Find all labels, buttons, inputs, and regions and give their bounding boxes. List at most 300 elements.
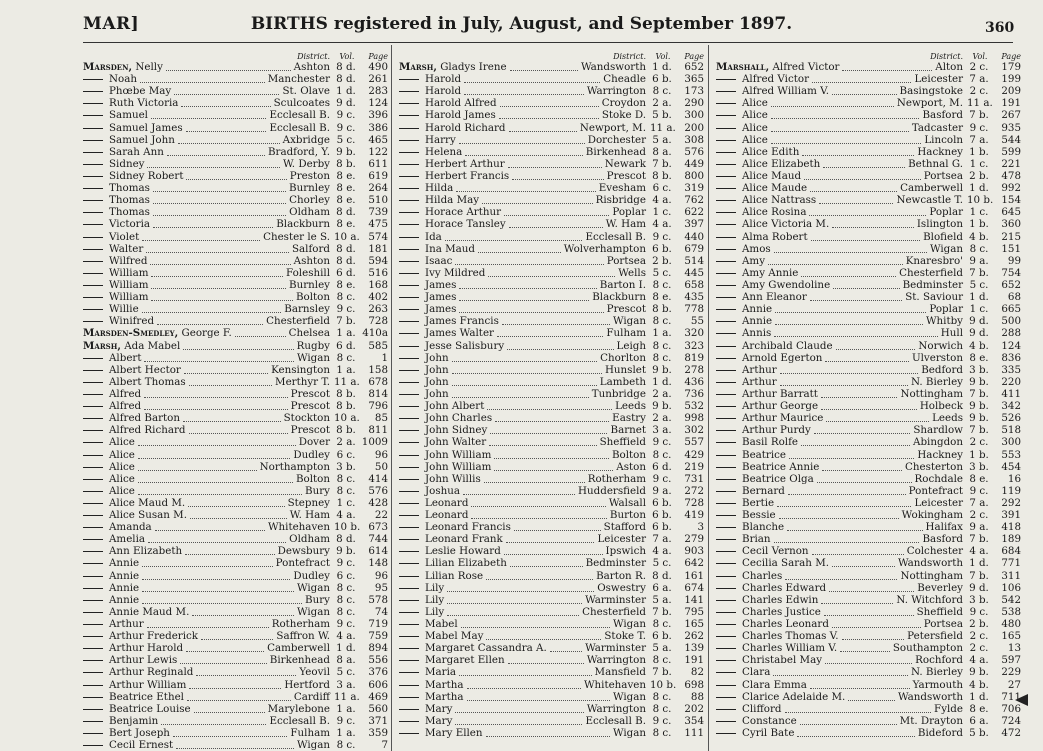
leader-dots	[810, 182, 897, 192]
entry-name	[425, 594, 444, 606]
leader-dots	[825, 654, 912, 664]
leader-dots	[185, 545, 275, 555]
district: Wandsworth	[580, 61, 646, 73]
page-ref: 342	[1001, 400, 1021, 413]
ditto-dash	[716, 624, 736, 625]
leader-dots	[771, 134, 921, 144]
forename: Arthur	[109, 618, 144, 631]
volume: 8 c.	[336, 739, 356, 751]
index-entry	[399, 691, 704, 703]
volume: 1 d.	[969, 557, 989, 570]
leader-dots	[447, 594, 582, 604]
ditto-dash	[716, 358, 736, 359]
entry-name	[109, 412, 180, 424]
district: Warrington	[586, 654, 646, 667]
leader-dots	[455, 703, 584, 713]
index-entry	[83, 666, 388, 678]
entry-name	[109, 134, 175, 146]
forename: Alice Maud M.	[109, 496, 186, 509]
ditto-dash	[83, 115, 103, 116]
ditto-dash	[83, 515, 103, 516]
district: Rugby	[296, 339, 330, 352]
column-divider	[391, 45, 392, 751]
ditto-dash	[83, 188, 103, 189]
entry-name	[742, 400, 818, 412]
entry-name	[109, 376, 186, 388]
ditto-dash	[716, 648, 736, 649]
district: St. Olave	[282, 85, 330, 98]
ditto-dash	[399, 358, 419, 359]
page-ref: 795	[684, 605, 704, 618]
forename: Charles William V.	[742, 642, 838, 655]
district: Wolverhampton	[563, 242, 646, 255]
index-entry	[716, 243, 1021, 255]
entry-name	[109, 436, 135, 448]
entry-name	[742, 727, 794, 739]
leader-dots	[774, 327, 938, 337]
index-entry	[83, 61, 388, 73]
ditto-dash	[399, 503, 419, 504]
page-ref: 320	[684, 327, 704, 340]
ditto-dash	[399, 467, 419, 468]
index-entry	[716, 194, 1021, 206]
volume: 4 b.	[969, 230, 989, 243]
volume: 7 b.	[652, 157, 672, 170]
page-ref: 191	[1001, 97, 1021, 110]
forename: Christabel May	[742, 654, 823, 667]
forename: Arthur Purdy	[742, 424, 811, 437]
ditto-dash	[83, 79, 103, 80]
volume: 1 b.	[969, 145, 989, 158]
leader-dots	[508, 654, 584, 664]
forename: Blanche	[742, 521, 785, 534]
ditto-dash	[399, 285, 419, 286]
leader-dots	[848, 691, 895, 701]
volume: 8 a.	[652, 145, 672, 158]
district: Merthyr T.	[275, 375, 330, 388]
volume: 9 b.	[336, 545, 356, 558]
index-entry	[716, 424, 1021, 436]
ditto-dash	[83, 430, 103, 431]
page-ref: 836	[1001, 351, 1021, 364]
forename: Mary	[425, 702, 453, 715]
forename: Lily	[425, 581, 445, 594]
ditto-dash	[399, 709, 419, 710]
volume: 2 c.	[969, 436, 989, 449]
district: Shardlow	[913, 424, 963, 437]
entry-name	[425, 109, 496, 121]
index-entry	[83, 146, 388, 158]
district: Ipswich	[605, 545, 646, 558]
ditto-dash	[399, 128, 419, 129]
page-ref: 7	[381, 739, 388, 751]
district: Bradford, Y.	[267, 145, 330, 158]
volume: 5 b.	[969, 727, 989, 740]
leader-dots	[144, 352, 294, 362]
page-ref: 469	[368, 690, 388, 703]
district: Leeds	[932, 412, 963, 425]
index-entry	[83, 642, 388, 654]
forename: Sarah Ann	[109, 145, 164, 158]
forename: Walter	[109, 242, 144, 255]
district: Ecclesall B.	[585, 714, 646, 727]
forename: Brian	[742, 533, 771, 546]
ditto-dash	[716, 600, 736, 601]
index-entry	[399, 703, 704, 715]
district: Poplar	[612, 206, 646, 219]
volume: 1 b.	[969, 448, 989, 461]
entry-name	[425, 666, 456, 678]
page-ref: 478	[1001, 169, 1021, 182]
forename: Harold Alfred	[425, 97, 497, 110]
page-ref: 209	[1001, 85, 1021, 98]
leader-dots	[509, 218, 603, 228]
volume: 8 e.	[969, 702, 989, 715]
volume: 5 c.	[969, 278, 989, 291]
leader-dots	[184, 364, 268, 374]
leader-dots	[146, 243, 289, 253]
page-ref: 516	[368, 266, 388, 279]
entry-name	[425, 497, 468, 509]
forename: Joshua	[425, 484, 461, 497]
ditto-dash	[716, 733, 736, 734]
index-entry	[716, 267, 1021, 279]
entry-name	[742, 473, 814, 485]
forename: Alfred Victor	[772, 61, 840, 73]
volume: 8 e.	[652, 291, 672, 304]
entry-name	[109, 739, 173, 751]
district: Ecclesall B.	[269, 714, 330, 727]
leader-dots	[771, 109, 919, 119]
volume: 8 c.	[652, 690, 672, 703]
volume: 5 b.	[652, 109, 672, 122]
ditto-dash	[716, 224, 736, 225]
index-entry	[399, 497, 704, 509]
district: Camberwell	[900, 182, 963, 195]
district: Kensington	[271, 363, 330, 376]
district: Fylde	[934, 702, 963, 715]
index-entry	[83, 255, 388, 267]
volume: 8 c.	[336, 472, 356, 485]
page-ref: 819	[684, 351, 704, 364]
entry-name	[109, 691, 184, 703]
district: Burnley	[289, 182, 330, 195]
volume: 9 c.	[652, 230, 672, 243]
leader-dots	[459, 279, 597, 289]
index-entry	[399, 666, 704, 678]
district: Ecclesall B.	[269, 109, 330, 122]
entry-name	[425, 364, 449, 376]
index-entry	[399, 388, 704, 400]
leader-dots	[189, 376, 272, 386]
district: Dover	[298, 436, 330, 449]
forename: Amy	[742, 254, 766, 267]
entry-name	[425, 291, 456, 303]
leader-dots	[445, 231, 582, 241]
entry-name	[425, 654, 505, 666]
index-entry	[83, 85, 388, 97]
volume: 1 c.	[969, 303, 989, 316]
forename: Alma Robert	[742, 230, 808, 243]
district: Aston	[616, 460, 646, 473]
ditto-dash	[716, 576, 736, 577]
volume: 11 a.	[650, 121, 676, 134]
entry-name	[425, 388, 449, 400]
ditto-dash	[716, 588, 736, 589]
entry-name	[109, 194, 150, 206]
page-ref: 645	[1001, 206, 1021, 219]
forename: Sidney Robert	[109, 169, 184, 182]
ditto-dash	[716, 503, 736, 504]
page-ref: 526	[1001, 412, 1021, 425]
index-entry	[399, 642, 704, 654]
ditto-dash	[716, 91, 736, 92]
leader-dots	[456, 182, 596, 192]
leader-dots	[467, 691, 610, 701]
entry-name	[742, 194, 816, 206]
district: Hull	[940, 327, 963, 340]
page-ref: 998	[684, 412, 704, 425]
leader-dots	[842, 61, 932, 71]
volume: 9 a.	[652, 484, 672, 497]
entry-name	[83, 340, 180, 352]
leader-dots	[484, 473, 585, 483]
index-entry	[399, 630, 704, 642]
ditto-dash	[83, 321, 103, 322]
district: Yarmouth	[912, 678, 963, 691]
ditto-dash	[399, 491, 419, 492]
volume: 8 c.	[652, 727, 672, 740]
volume: 2 c.	[969, 509, 989, 522]
ditto-dash	[716, 164, 736, 165]
forename: Maria	[425, 666, 457, 679]
district: Burnley	[289, 278, 330, 291]
volume: 6 a.	[652, 581, 672, 594]
volume: 4 a.	[652, 194, 672, 207]
surname: Marsden-Smedley,	[83, 327, 179, 340]
district: Colchester	[906, 545, 963, 558]
forename: Arnold Egerton	[742, 351, 823, 364]
entry-name	[425, 679, 464, 691]
volume: 5 a.	[652, 593, 672, 606]
leader-dots	[826, 412, 929, 422]
page-ref: 475	[368, 218, 388, 231]
ditto-dash	[399, 164, 419, 165]
index-entry	[716, 61, 1021, 73]
index-entry	[716, 327, 1021, 339]
entry-name	[742, 582, 826, 594]
district: Sheffield	[916, 605, 963, 618]
index-entry	[716, 400, 1021, 412]
district: Axbridge	[282, 133, 330, 146]
leader-dots	[771, 122, 909, 132]
index-entry	[399, 424, 704, 436]
forename: Arthur William	[109, 678, 187, 691]
volume: 10 a.	[334, 412, 360, 425]
forename: Harold James	[425, 109, 496, 122]
page-ref: 658	[684, 278, 704, 291]
page-ref: 606	[368, 678, 388, 691]
index-entry	[83, 327, 388, 339]
leader-dots	[187, 691, 291, 701]
index-entry	[399, 545, 704, 557]
volume: 8 a.	[336, 654, 356, 667]
leader-dots	[459, 134, 585, 144]
index-entry	[83, 279, 388, 291]
district: Cardiff	[293, 690, 330, 703]
forename: William	[109, 291, 149, 304]
district: Saffron W.	[276, 630, 330, 643]
index-entry	[716, 97, 1021, 109]
index-column-3	[716, 45, 1021, 751]
leader-dots	[180, 654, 267, 664]
entry-name	[425, 327, 494, 339]
index-entry	[716, 557, 1021, 569]
arrow-pointer-icon	[1015, 694, 1028, 706]
index-entry	[83, 654, 388, 666]
forename: Alfred Victor	[742, 73, 809, 86]
leader-dots	[452, 376, 597, 386]
ditto-dash	[716, 660, 736, 661]
index-entry	[399, 679, 704, 691]
leader-dots	[176, 739, 294, 749]
leader-dots	[825, 352, 909, 362]
index-entry	[83, 691, 388, 703]
forename: Ann Eleanor	[742, 291, 807, 304]
index-entry	[716, 654, 1021, 666]
ditto-dash	[83, 140, 103, 141]
index-entry	[716, 703, 1021, 715]
volume: 10 b.	[334, 521, 361, 534]
volume: 1 d.	[969, 690, 989, 703]
entry-name	[109, 267, 148, 279]
volume: 4 a.	[336, 509, 356, 522]
forename: James Walter	[425, 327, 494, 340]
page-ref: 771	[1001, 557, 1021, 570]
index-entry	[399, 449, 704, 461]
index-entry	[399, 303, 704, 315]
volume: 6 b.	[652, 73, 672, 86]
district: Chesterfield	[899, 266, 963, 279]
leader-dots	[464, 73, 600, 83]
volume: 9 c.	[652, 472, 672, 485]
volume: 8 b.	[336, 424, 356, 437]
volume: 7 b.	[969, 424, 989, 437]
entry-name	[742, 618, 829, 630]
forename: Alice	[742, 133, 768, 146]
entry-name	[425, 424, 487, 436]
entry-name	[425, 243, 475, 255]
entry-name	[425, 521, 511, 533]
district: Knaresbro'	[905, 254, 963, 267]
entry-name	[425, 449, 491, 461]
district: Beverley	[917, 581, 963, 594]
entry-name	[742, 570, 782, 582]
district: Ecclesall B.	[269, 121, 330, 134]
leader-dots	[161, 715, 266, 725]
forename: Annie	[109, 593, 140, 606]
forename: Victoria	[109, 218, 151, 231]
ditto-dash	[83, 103, 103, 104]
page-ref: 50	[374, 460, 388, 473]
page-ref: 376	[368, 666, 388, 679]
entry-name	[109, 654, 177, 666]
index-entry	[83, 231, 388, 243]
leader-dots	[487, 400, 612, 410]
leader-dots	[471, 497, 606, 507]
forename: Alice Elizabeth	[742, 157, 821, 170]
forename: William	[109, 266, 149, 279]
volume: 4 a.	[336, 630, 356, 643]
ditto-dash	[716, 539, 736, 540]
district: Ashton	[293, 254, 330, 267]
leader-dots	[512, 170, 604, 180]
leader-dots	[802, 146, 914, 156]
entry-name	[425, 642, 547, 654]
page-ref: 652	[1001, 278, 1021, 291]
forename: Margaret Cassandra A.	[425, 642, 547, 655]
forename: Clifford	[742, 702, 782, 715]
district: Manchester	[267, 73, 330, 86]
volume: 9 c.	[336, 303, 356, 316]
district: Whitehaven	[583, 678, 646, 691]
forename: Alice	[742, 109, 768, 122]
volume: 8 c.	[336, 484, 356, 497]
volume: 8 b.	[336, 387, 356, 400]
volume: 7 b.	[969, 387, 989, 400]
volume: 9 d.	[969, 581, 989, 594]
index-entry	[716, 521, 1021, 533]
district: Oldham	[289, 206, 330, 219]
page-ref: 611	[368, 157, 388, 170]
page-ref: 560	[368, 702, 388, 715]
volume: 1 d.	[652, 375, 672, 388]
entry-name	[742, 606, 821, 618]
forename: Annis	[742, 327, 772, 340]
ditto-dash	[83, 370, 103, 371]
entry-name	[742, 703, 782, 715]
ditto-dash	[716, 297, 736, 298]
page-ref: 22	[374, 509, 388, 522]
district: Salford	[291, 242, 330, 255]
page-ref: 514	[684, 254, 704, 267]
leader-dots	[486, 727, 610, 737]
entry-list	[399, 61, 704, 739]
volume: 8 b.	[336, 400, 356, 413]
volume: 9 b.	[652, 400, 672, 413]
leader-dots	[463, 485, 575, 495]
forename: Annie Maud M.	[109, 605, 190, 618]
district: Eastry	[612, 412, 646, 425]
district: Prescot	[606, 303, 646, 316]
index-entry	[399, 291, 704, 303]
entry-name	[742, 340, 833, 352]
entry-name	[425, 473, 481, 485]
ditto-dash	[399, 515, 419, 516]
forename: Herbert Arthur	[425, 157, 505, 170]
leader-dots	[510, 557, 583, 567]
volume: 8 c.	[336, 351, 356, 364]
index-entry	[716, 146, 1021, 158]
ditto-dash	[399, 382, 419, 383]
page-ref: 739	[368, 206, 388, 219]
district: Chorlton	[600, 351, 646, 364]
index-entry	[716, 376, 1021, 388]
volume: 9 a.	[969, 254, 989, 267]
entry-name	[425, 570, 483, 582]
ditto-dash	[83, 672, 103, 673]
page-ref: 678	[368, 375, 388, 388]
